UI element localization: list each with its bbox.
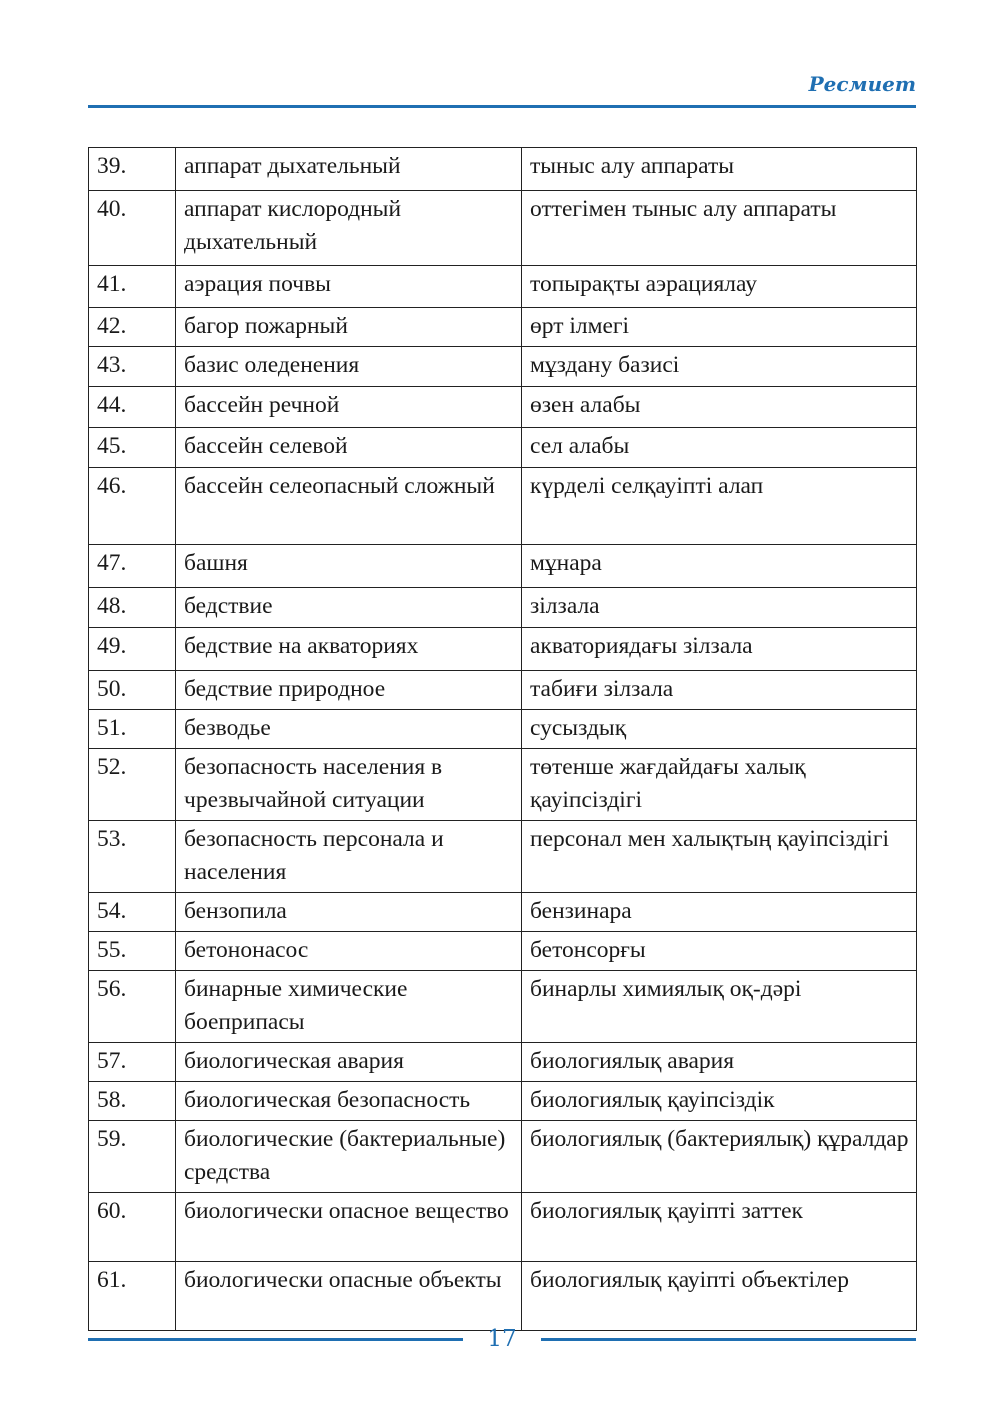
row-number: 59. bbox=[89, 1121, 176, 1193]
table-row bbox=[89, 1082, 917, 1121]
kazakh-term: биологиялық қауіпті заттек bbox=[522, 1193, 917, 1262]
russian-term: башня bbox=[176, 545, 522, 588]
row-number: 42. bbox=[89, 308, 176, 347]
russian-term: бензопила bbox=[176, 893, 522, 932]
kazakh-term: мұнара bbox=[522, 545, 917, 588]
page-number: 17 bbox=[487, 1326, 517, 1352]
table-row bbox=[89, 1043, 917, 1082]
kazakh-term: сел алабы bbox=[522, 428, 917, 468]
russian-term: бедствие на акваториях bbox=[176, 628, 522, 671]
kazakh-term: биологиялық (бактериялық) құралдар bbox=[522, 1121, 917, 1193]
kazakh-term: биологиялық қауіпсіздік bbox=[522, 1082, 917, 1121]
table-row bbox=[89, 1121, 917, 1193]
footer-divider-right bbox=[541, 1338, 916, 1341]
kazakh-term: зілзала bbox=[522, 588, 917, 628]
table-row bbox=[89, 191, 917, 266]
table-row bbox=[89, 971, 917, 1043]
table-row bbox=[89, 710, 917, 749]
kazakh-term: биологиялық қауіпті объектілер bbox=[522, 1262, 917, 1331]
row-number: 60. bbox=[89, 1193, 176, 1262]
russian-term: биологические (бактериальные) средства bbox=[176, 1121, 522, 1193]
russian-term: биологически опасное вещество bbox=[176, 1193, 522, 1262]
row-number: 53. bbox=[89, 821, 176, 893]
kazakh-term: биологиялық авария bbox=[522, 1043, 917, 1082]
table-row bbox=[89, 266, 917, 308]
row-number: 57. bbox=[89, 1043, 176, 1082]
row-number: 41. bbox=[89, 266, 176, 308]
glossary-body bbox=[89, 148, 917, 1331]
row-number: 51. bbox=[89, 710, 176, 749]
table-row bbox=[89, 545, 917, 588]
kazakh-term: төтенше жағдайдағы халық қауіпсіздігі bbox=[522, 749, 917, 821]
russian-term: биологически опасные объекты bbox=[176, 1262, 522, 1331]
row-number: 50. bbox=[89, 671, 176, 710]
russian-term: безопасность населения в чрезвычайной ситуации bbox=[176, 749, 522, 821]
row-number: 56. bbox=[89, 971, 176, 1043]
russian-term: безопасность персонала и населения bbox=[176, 821, 522, 893]
russian-term: безводье bbox=[176, 710, 522, 749]
row-number: 52. bbox=[89, 749, 176, 821]
table-row bbox=[89, 1262, 917, 1331]
kazakh-term: бензинара bbox=[522, 893, 917, 932]
russian-term: аппарат дыхательный bbox=[176, 148, 522, 191]
table-row bbox=[89, 893, 917, 932]
row-number: 45. bbox=[89, 428, 176, 468]
table-row bbox=[89, 347, 917, 387]
table-row bbox=[89, 308, 917, 347]
row-number: 40. bbox=[89, 191, 176, 266]
row-number: 49. bbox=[89, 628, 176, 671]
row-number: 48. bbox=[89, 588, 176, 628]
kazakh-term: өзен алабы bbox=[522, 387, 917, 428]
table-row bbox=[89, 387, 917, 428]
russian-term: биологическая авария bbox=[176, 1043, 522, 1082]
russian-term: бетононасос bbox=[176, 932, 522, 971]
russian-term: багор пожарный bbox=[176, 308, 522, 347]
kazakh-term: бетонсорғы bbox=[522, 932, 917, 971]
russian-term: бедствие bbox=[176, 588, 522, 628]
table-row bbox=[89, 1193, 917, 1262]
row-number: 58. bbox=[89, 1082, 176, 1121]
table-row bbox=[89, 749, 917, 821]
table-row bbox=[89, 821, 917, 893]
row-number: 61. bbox=[89, 1262, 176, 1331]
header-divider bbox=[88, 105, 916, 108]
kazakh-term: оттегімен тыныс алу аппараты bbox=[522, 191, 917, 266]
row-number: 39. bbox=[89, 148, 176, 191]
table-row bbox=[89, 588, 917, 628]
row-number: 44. bbox=[89, 387, 176, 428]
table-row bbox=[89, 932, 917, 971]
row-number: 55. bbox=[89, 932, 176, 971]
russian-term: биологическая безопасность bbox=[176, 1082, 522, 1121]
glossary-table bbox=[88, 147, 917, 1331]
russian-term: базис оледенения bbox=[176, 347, 522, 387]
kazakh-term: табиғи зілзала bbox=[522, 671, 917, 710]
table-row bbox=[89, 148, 917, 191]
kazakh-term: тыныс алу аппараты bbox=[522, 148, 917, 191]
russian-term: бассейн селевой bbox=[176, 428, 522, 468]
kazakh-term: персонал мен халықтың қауіпсіздігі bbox=[522, 821, 917, 893]
russian-term: бинарные химические боеприпасы bbox=[176, 971, 522, 1043]
russian-term: бассейн речной bbox=[176, 387, 522, 428]
russian-term: бедствие природное bbox=[176, 671, 522, 710]
table-row bbox=[89, 628, 917, 671]
footer-divider-left bbox=[88, 1338, 463, 1341]
kazakh-term: өрт ілмегі bbox=[522, 308, 917, 347]
kazakh-term: акваториядағы зілзала bbox=[522, 628, 917, 671]
row-number: 46. bbox=[89, 468, 176, 545]
russian-term: бассейн селеопасный сложный bbox=[176, 468, 522, 545]
russian-term: аппарат кислородный дыхательный bbox=[176, 191, 522, 266]
row-number: 43. bbox=[89, 347, 176, 387]
kazakh-term: күрделі селқауіпті алап bbox=[522, 468, 917, 545]
row-number: 47. bbox=[89, 545, 176, 588]
row-number: 54. bbox=[89, 893, 176, 932]
kazakh-term: сусыздық bbox=[522, 710, 917, 749]
kazakh-term: бинарлы химиялық оқ-дәрі bbox=[522, 971, 917, 1043]
table-row bbox=[89, 428, 917, 468]
russian-term: аэрация почвы bbox=[176, 266, 522, 308]
kazakh-term: мұздану базисі bbox=[522, 347, 917, 387]
kazakh-term: топырақты аэрациялау bbox=[522, 266, 917, 308]
table-row bbox=[89, 468, 917, 545]
table-row bbox=[89, 671, 917, 710]
section-title: Ресмиет bbox=[808, 72, 916, 96]
